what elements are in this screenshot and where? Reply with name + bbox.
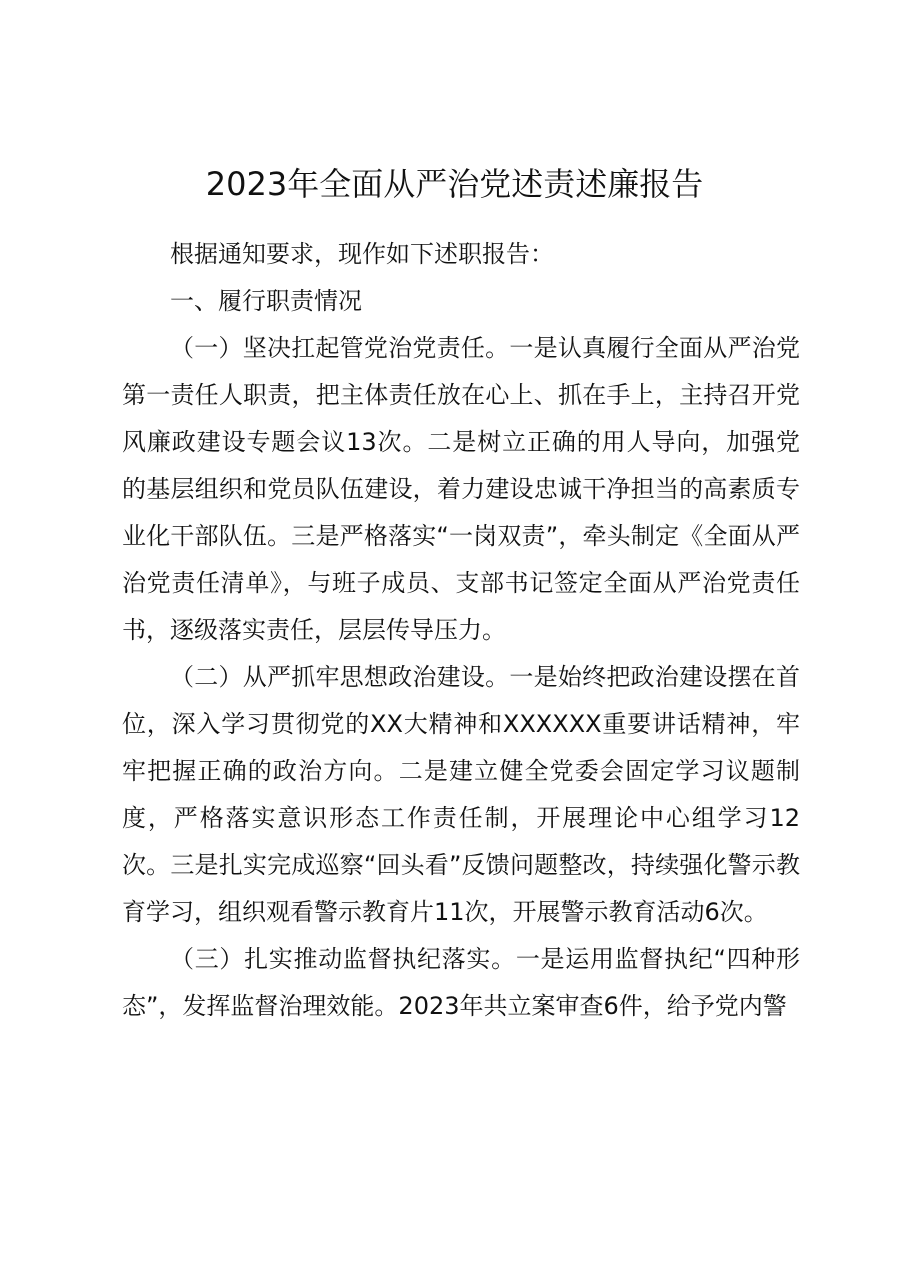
- paragraph-item-1: （一）坚决扛起管党治党责任。一是认真履行全面从严治党第一责任人职责，把主体责任放在心上、抓在手上，主持召开党风廉政建设专题会议13次。二是树立正确的用人导向，加强党的基层组织和党员队伍建设，着力建设忠诚干净担当的高素质专业化干部队伍。三是严格落实“一岗双责”，牵头制定《全面从严治党责任清单》，与班子成员、支部书记签定全面从严治党责任书，逐级落实责任，层层传导压力。: [122, 334, 800, 644]
- paragraph-item-2: （二）从严抓牢思想政治建设。一是始终把政治建设摆在首位，深入学习贯彻党的XX大精神和XXXXXX重要讲话精神，牢牢把握正确的政治方向。二是建立健全党委会固定学习议题制度，严格落实意识形态工作责任制，开展理论中心组学习12次。三是扎实完成巡察“回头看”反馈问题整改，持续强化警示教育学习，组织观看警示教育片11次，开展警示教育活动6次。: [122, 663, 800, 926]
- document-body: [122, 231, 800, 1030]
- paragraph-item-3: （三）扎实推动监督执纪落实。一是运用监督执纪“四种形态”，发挥监督治理效能。2023年共立案审查6件，给予党内警: [122, 945, 800, 1020]
- paragraph-intro: 根据通知要求，现作如下述职报告：: [170, 240, 554, 268]
- section-heading: 一、履行职责情况: [170, 287, 362, 315]
- document-title: 2023年全面从严治党述责述廉报告: [205, 165, 704, 203]
